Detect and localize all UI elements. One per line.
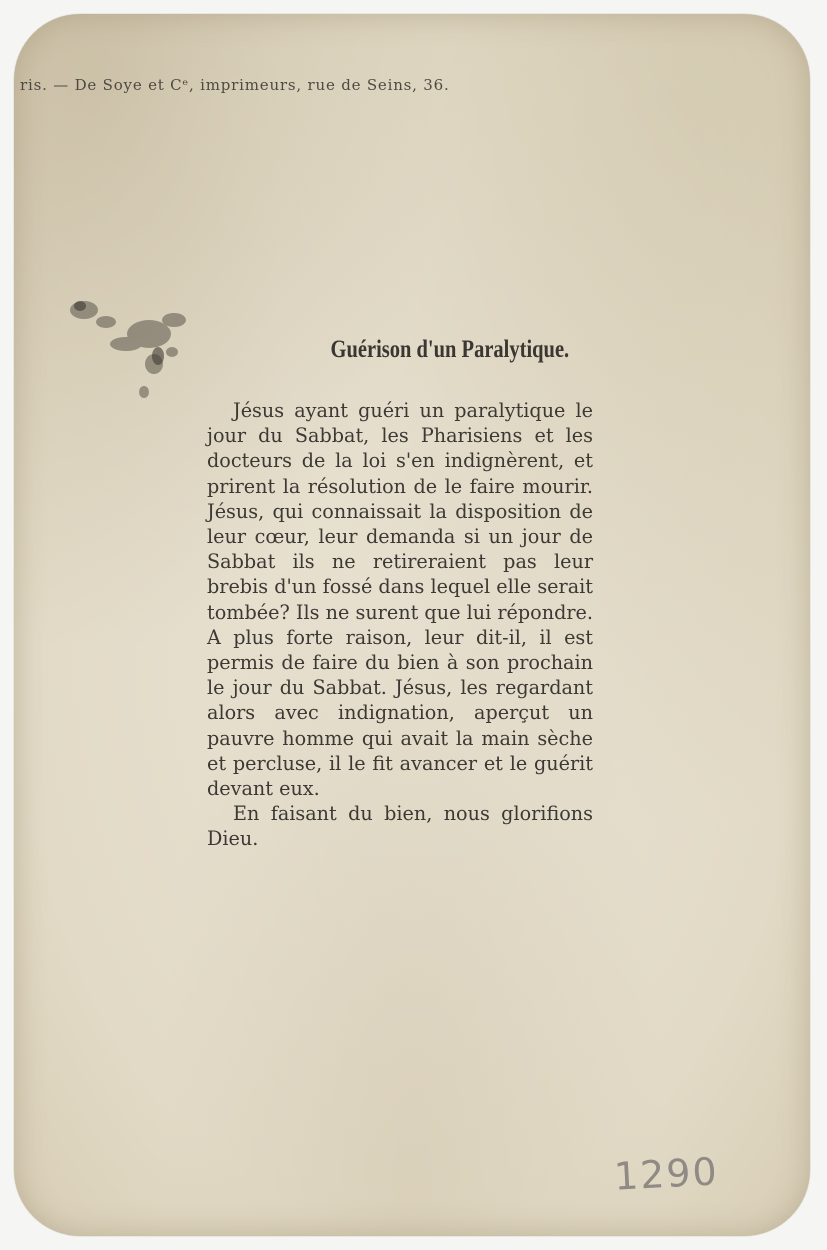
paragraph-main: Jésus ayant guéri un paralytique le jour du Sabbat, les Pharisiens et les docteurs de la loi s'en indignèrent, et prirent la résolution de le faire mourir. Jésus, qui connaissait la disposition de leur cœur, leur demanda si un jour de Sabbat ils ne retireraient pas leur brebis d'un fossé dans lequel elle serait tombée? Ils ne surent que lui répondre. A plus forte raison, leur dit-il, il est permis de faire du bien à son prochain le jour du Sabbat. Jésus, les regardant alors avec indignation, aperçut un pauvre homme qui avait la main sèche et percluse, il le fit avancer et le guérit devant eux. — [207, 399, 593, 801]
card-title: Guérison d'un Paralytique. — [330, 336, 570, 363]
printer-imprint: ris. — De Soye et Cᵉ, imprimeurs, rue de Seins, 36. — [20, 76, 450, 94]
handwritten-catalog-number: 1290 — [612, 1149, 720, 1199]
card-text — [207, 398, 593, 852]
devotional-card-back — [14, 14, 810, 1236]
paragraph-moral: En faisant du bien, nous glorifions Dieu. — [207, 802, 593, 851]
